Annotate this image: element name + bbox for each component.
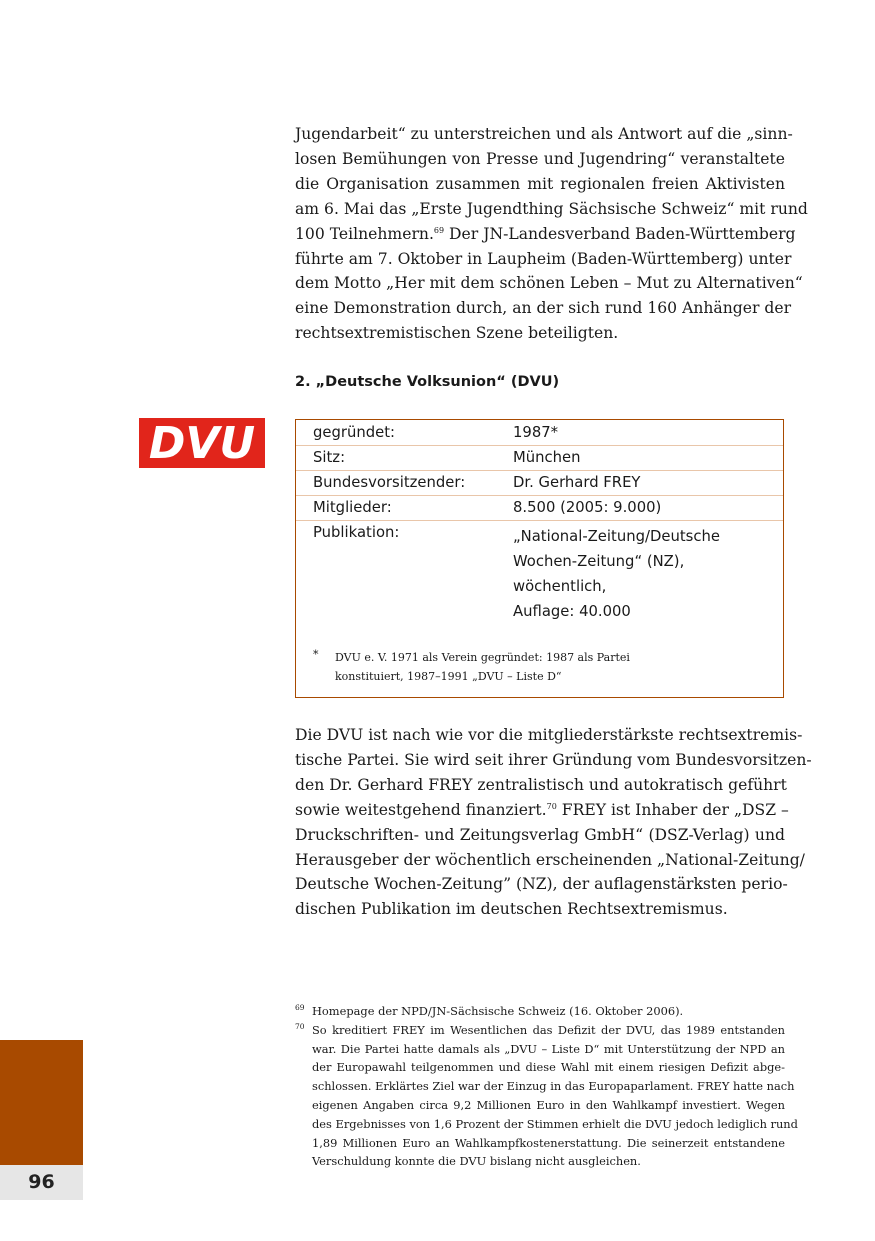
factbox-label: Publikation: xyxy=(313,524,400,541)
text-line: führte am 7. Oktober in Laupheim (Baden-Württemberg) unter xyxy=(295,249,792,268)
factbox-footnote-line: DVU e. V. 1971 als Verein gegründet: 1987 als Partei xyxy=(335,651,630,664)
footnote-line: Verschuldung konnte die DVU bislang nicht ausgleichen. xyxy=(312,1154,641,1169)
text-line: dischen Publikation im deutschen Rechtsextremismus. xyxy=(295,900,728,919)
page-number: 96 xyxy=(0,1165,83,1200)
factbox-row-founded xyxy=(296,420,783,446)
party-factbox xyxy=(295,419,784,698)
text-fragment: FREY ist Inhaber der „DSZ – xyxy=(556,800,789,819)
text-line: Deutsche Wochen-Zeitung” (NZ), der auflagenstärksten perio- xyxy=(295,875,788,894)
dvu-logo xyxy=(139,418,265,468)
text-line: eine Demonstration durch, an der sich rund 160 Anhänger der xyxy=(295,299,792,318)
factbox-footnote-line: konstituiert, 1987–1991 „DVU – Liste D“ xyxy=(335,670,562,683)
factbox-value: München xyxy=(513,449,581,466)
publication-line: Auflage: 40.000 xyxy=(513,603,631,620)
factbox-label: Sitz: xyxy=(313,449,346,466)
text-line: den Dr. Gerhard FREY zentralistisch und autokratisch geführt xyxy=(295,775,787,794)
text-fragment: 100 Teilnehmern. xyxy=(295,224,434,243)
footnote-line: schlossen. Erklärtes Ziel war der Einzug in das Europaparlament. FREY hatte nach xyxy=(312,1079,795,1094)
text-line: die Organisation zusammen mit regionalen freien Aktivisten xyxy=(295,174,785,193)
text-line xyxy=(295,798,789,823)
publication-line: „National-Zeitung/Deutsche xyxy=(513,528,720,545)
text-fragment: sowie weitestgehend finanziert. xyxy=(295,800,547,819)
text-line: Die DVU ist nach wie vor die mitgliederstärkste rechtsextremis- xyxy=(295,726,803,744)
footnote-line: eigenen Angaben circa 9,2 Millionen Euro in den Wahlkampf investiert. Wegen xyxy=(312,1097,785,1112)
factbox-footnote xyxy=(335,648,630,686)
footnote-line: So kreditiert FREY im Wesentlichen das Defizit der DVU, das 1989 entstanden xyxy=(312,1022,785,1037)
factbox-label: Mitglieder: xyxy=(313,499,392,516)
text-line: losen Bemühungen von Presse und Jugendring“ veranstaltete xyxy=(295,149,785,168)
factbox-row-chairman xyxy=(296,470,783,496)
body-paragraph-1 xyxy=(295,122,808,346)
footnote-line: Homepage der NPD/JN-Sächsische Schweiz (16. Oktober 2006). xyxy=(312,1004,684,1018)
text-line: Jugendarbeit“ zu unterstreichen und als Antwort auf die „sinn- xyxy=(295,125,793,143)
footnotes xyxy=(295,1002,798,1171)
footnote-line: war. Die Partei hatte damals als „DVU – Liste D“ mit Unterstützung der NPD an xyxy=(312,1041,785,1056)
text-line: tische Partei. Sie wird seit ihrer Gründung vom Bundesvorsitzen- xyxy=(295,750,812,769)
factbox-footnote-marker: * xyxy=(313,648,319,661)
publication-value xyxy=(513,524,720,624)
body-paragraph-2 xyxy=(295,723,812,922)
text-fragment: Der JN-Landesverband Baden-Württemberg xyxy=(444,224,796,243)
text-line xyxy=(295,222,796,247)
text-line: Druckschriften- und Zeitungsverlag GmbH“ (DSZ-Verlag) und xyxy=(295,825,785,844)
factbox-label: gegründet: xyxy=(313,424,396,441)
footnote-70 xyxy=(295,1021,798,1171)
text-line: dem Motto „Her mit dem schönen Leben – Mut zu Alternativen“ xyxy=(295,274,803,293)
footnote-line: des Ergebnisses von 1,6 Prozent der Stimmen erhielt die DVU jedoch lediglich rund xyxy=(312,1116,798,1131)
text-line: Herausgeber der wöchentlich erscheinenden „National-Zeitung/ xyxy=(295,850,805,869)
footnote-ref-69[interactable]: 69 xyxy=(433,225,445,235)
factbox-row-seat xyxy=(296,445,783,471)
section-heading: 2. „Deutsche Volksunion“ (DVU) xyxy=(295,374,560,390)
factbox-row-members xyxy=(296,495,783,521)
publication-line: Wochen-Zeitung“ (NZ), xyxy=(513,553,685,570)
footnote-line: 1,89 Millionen Euro an Wahlkampfkostenerstattung. Die seinerzeit entstandene xyxy=(312,1135,785,1150)
factbox-value: 1987* xyxy=(513,424,559,441)
logo-text: DVU xyxy=(148,418,256,468)
page-accent-bar xyxy=(0,1040,83,1165)
footnote-ref-70[interactable]: 70 xyxy=(546,801,557,811)
text-line: am 6. Mai das „Erste Jugendthing Sächsische Schweiz“ mit rund xyxy=(295,199,808,218)
factbox-label: Bundesvorsitzender: xyxy=(313,474,466,491)
footnote-number: 70 xyxy=(295,1021,305,1031)
factbox-value: 8.500 (2005: 9.000) xyxy=(513,499,662,516)
text-line: rechtsextremistischen Szene beteiligten. xyxy=(295,324,619,343)
footnote-69 xyxy=(295,1002,785,1021)
publication-line: wöchentlich, xyxy=(513,578,607,595)
factbox-value: Dr. Gerhard FREY xyxy=(513,474,641,491)
footnote-number: 69 xyxy=(295,1003,305,1012)
footnote-line: der Europawahl teilgenommen und diese Wahl mit einem riesigen Defizit abge- xyxy=(312,1060,785,1075)
